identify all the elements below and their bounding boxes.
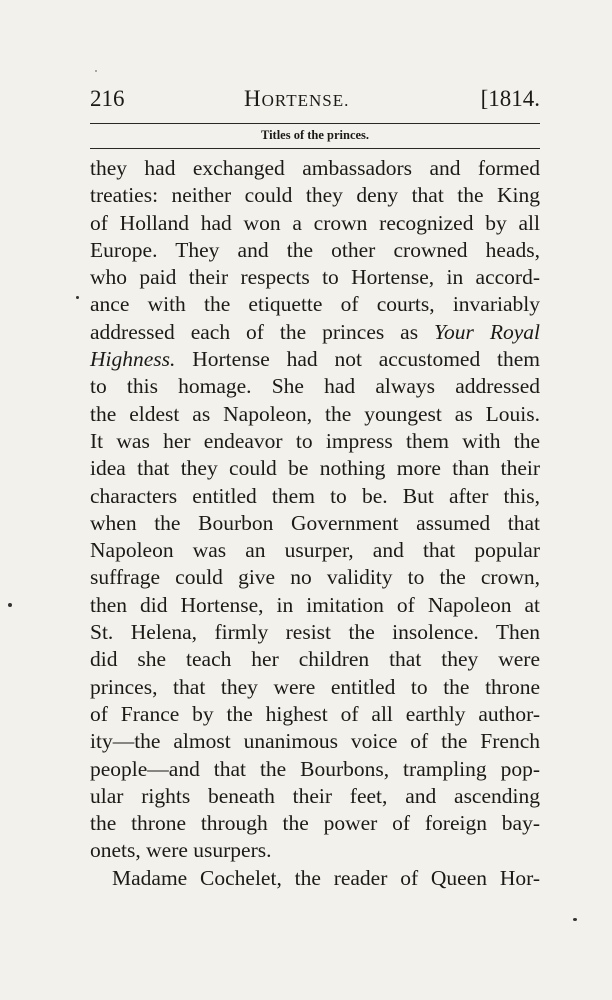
text-line: princes, that they were entitled to the throne: [90, 674, 540, 699]
subheading-rule: [90, 148, 540, 149]
year-marker: [1814.: [480, 86, 540, 111]
text-line: Europe. They and the other crowned heads,: [90, 237, 540, 262]
text-run: addressed each of the princes as: [90, 319, 435, 344]
book-title: [244, 86, 349, 112]
text-line: [90, 319, 540, 346]
text-line: suffrage could give no validity to the crown,: [90, 565, 540, 590]
paper-speck: [573, 918, 577, 921]
italic-run: Highness.: [90, 347, 176, 372]
section-subheading: Titles of the princes.: [260, 128, 370, 142]
text-line: of France by the highest of all earthly author-: [90, 701, 540, 726]
paper-speck: [8, 603, 12, 607]
text-line: St. Helena, firmly resist the insolence. Then: [90, 620, 540, 645]
text-line: people—and that the Bourbons, trampling pop-: [90, 756, 540, 781]
paragraph-1: [90, 155, 540, 865]
paragraph-2: [90, 865, 540, 892]
text-line: It was her endeavor to impress them with the: [90, 428, 540, 453]
text-line: ular rights beneath their feet, and ascending: [90, 783, 540, 808]
text-line: then did Hortense, in imitation of Napoleon at: [90, 592, 540, 617]
page-number: 216: [90, 86, 125, 111]
text-line: onets, were usurpers.: [90, 838, 272, 863]
text-line: who paid their respects to Hortense, in accord-: [90, 265, 540, 290]
body-text: [90, 155, 540, 892]
book-title-initial: H: [244, 86, 262, 111]
text-line: they had exchanged ambassadors and formed: [90, 156, 540, 180]
text-line: the eldest as Napoleon, the youngest as Louis.: [90, 401, 540, 426]
text-line: [90, 346, 540, 373]
header-rule: [90, 123, 540, 124]
text-line: Madame Cochelet, the reader of Queen Hor-: [112, 865, 540, 890]
paper-speck: [95, 70, 97, 72]
text-line: Napoleon was an usurper, and that popular: [90, 538, 540, 563]
text-run: Hortense had not accustomed them: [175, 347, 540, 372]
text-line: of Holland had won a crown recognized by all: [90, 210, 540, 235]
text-line: idea that they could be nothing more than their: [90, 456, 540, 481]
text-line: ity—the almost unanimous voice of the French: [90, 729, 540, 754]
text-line: did she teach her children that they were: [90, 647, 540, 672]
paper-speck: [76, 296, 79, 299]
text-line: ance with the etiquette of courts, invariably: [90, 292, 540, 317]
running-head: [90, 86, 540, 120]
text-line: characters entitled them to be. But after this,: [90, 483, 540, 508]
book-title-rest: ORTENSE.: [261, 91, 350, 110]
text-line: treaties: neither could they deny that the King: [90, 183, 540, 208]
italic-run: Your Royal: [434, 319, 540, 344]
text-line: when the Bourbon Government assumed that: [90, 510, 540, 535]
text-line: to this homage. She had always addressed: [90, 374, 540, 399]
text-line: the throne through the power of foreign bay-: [90, 811, 540, 836]
